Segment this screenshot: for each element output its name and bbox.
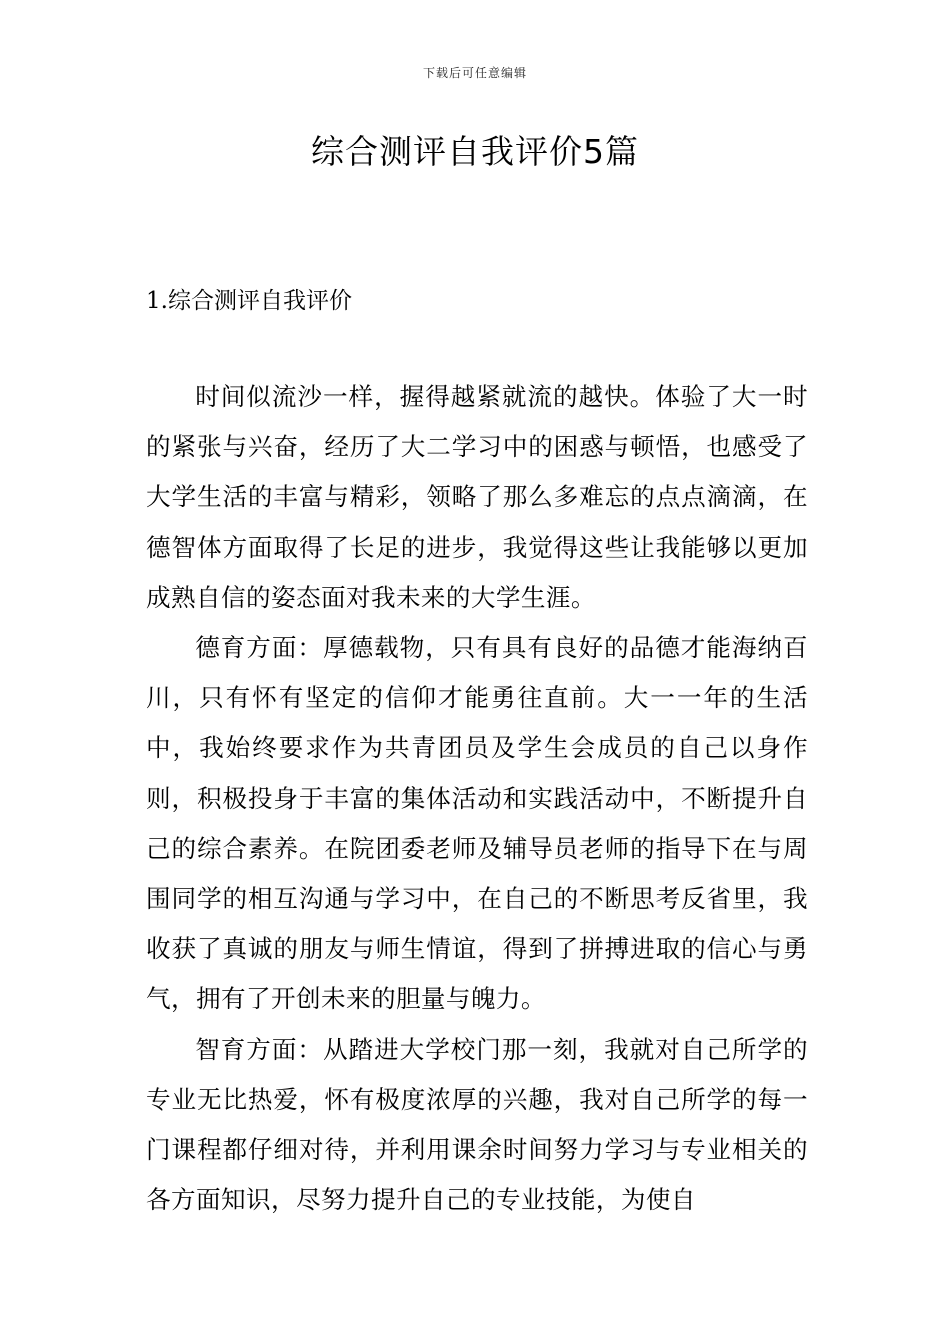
document-title: 综合测评自我评价5篇 [311,132,639,171]
section-heading: 1.综合测评自我评价 [146,288,352,314]
body-text [146,372,808,1225]
paragraph: 时间似流沙一样，握得越紧就流的越快。体验了大一时的紧张与兴奋，经历了大二学习中的困惑与顿悟，也感受了大学生活的丰富与精彩，领略了那么多难忘的点点滴滴，在德智体方面取得了长足的进步，我觉得这些让我能够以更加成熟自信的姿态面对我未来的大学生涯。 [146,382,808,612]
paragraph: 德育方面：厚德载物，只有具有良好的品德才能海纳百川，只有怀有坚定的信仰才能勇往直前。大一一年的生活中，我始终要求作为共青团员及学生会成员的自己以身作则，积极投身于丰富的集体活动和实践活动中，不断提升自己的综合素养。在院团委老师及辅导员老师的指导下在与周围同学的相互沟通与学习中，在自己的不断思考反省里，我收获了真诚的朋友与师生情谊，得到了拼搏进取的信心与勇气，拥有了开创未来的胆量与魄力。 [146,633,808,1014]
paragraph: 智育方面：从踏进大学校门那一刻，我就对自己所学的专业无比热爱，怀有极度浓厚的兴趣，我对自己所学的每一门课程都仔细对待，并利用课余时间努力学习与专业相关的各方面知识，尽努力提升自己的专业技能，为使自 [146,1034,808,1215]
header-note: 下载后可任意编辑 [422,66,527,80]
